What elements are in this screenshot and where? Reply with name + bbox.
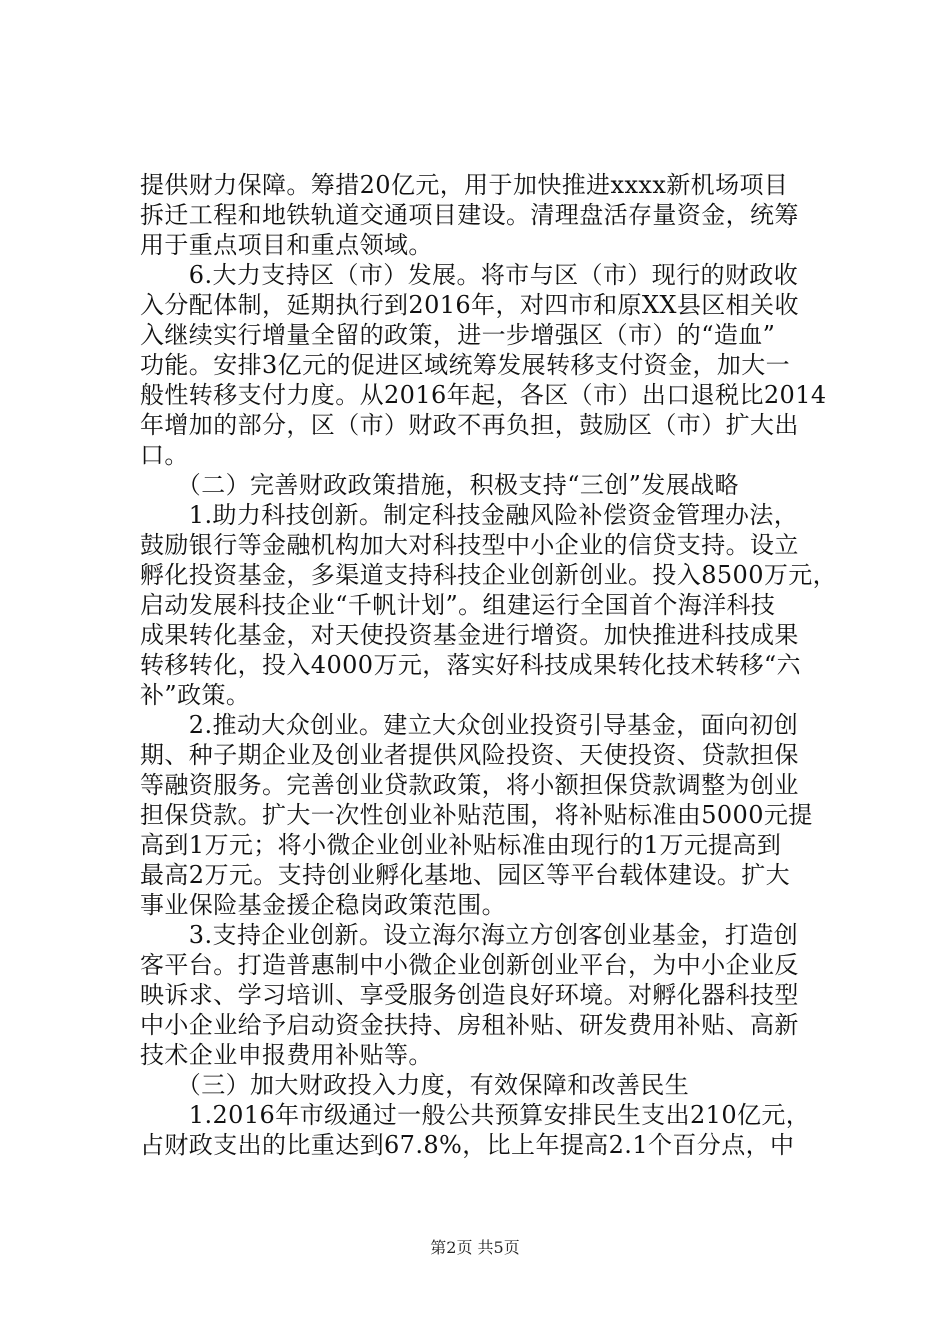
text-line: 转移转化，投入4000万元，落实好科技成果转化技术转移“六 xyxy=(140,651,801,679)
text-line: 提供财力保障。筹措20亿元，用于加快推进xxxx新机场项目 xyxy=(140,171,789,199)
text-line: 1.助力科技创新。制定科技金融风险补偿资金管理办法， xyxy=(140,501,799,529)
text-line: 技术企业申报费用补贴等。 xyxy=(140,1041,433,1069)
document-body xyxy=(140,170,840,1160)
text-line: 3.支持企业创新。设立海尔海立方创客创业基金，打造创 xyxy=(140,921,799,949)
text-line: 期、种子期企业及创业者提供风险投资、天使投资、贷款担保 xyxy=(140,741,799,769)
section-heading: （三）加大财政投入力度，有效保障和改善民生 xyxy=(140,1071,690,1099)
text-line: 映诉求、学习培训、享受服务创造良好环境。对孵化器科技型 xyxy=(140,981,799,1009)
text-line: 6.大力支持区（市）发展。将市与区（市）现行的财政收 xyxy=(140,261,799,289)
text-line: 补”政策。 xyxy=(140,681,251,709)
text-line: 般性转移支付力度。从2016年起，各区（市）出口退税比2014 xyxy=(140,381,827,409)
text-line: 2.推动大众创业。建立大众创业投资引导基金，面向初创 xyxy=(140,711,799,739)
text-line: 入继续实行增量全留的政策，进一步增强区（市）的“造血” xyxy=(140,321,776,349)
text-line: 最高2万元。支持创业孵化基地、园区等平台载体建设。扩大 xyxy=(140,861,791,889)
text-line: 拆迁工程和地铁轨道交通项目建设。清理盘活存量资金，统筹 xyxy=(140,201,799,229)
text-line: 高到1万元；将小微企业创业补贴标准由现行的1万元提高到 xyxy=(140,831,782,859)
text-line: 1.2016年市级通过一般公共预算安排民生支出210亿元， xyxy=(140,1101,811,1129)
text-line: 用于重点项目和重点领域。 xyxy=(140,231,433,259)
section-heading: （二）完善财政政策措施，积极支持“三创”发展战略 xyxy=(140,471,739,499)
text-line: 占财政支出的比重达到67.8%，比上年提高2.1个百分点，中 xyxy=(140,1131,795,1159)
text-line: 客平台。打造普惠制中小微企业创新创业平台，为中小企业反 xyxy=(140,951,799,979)
text-line: 等融资服务。完善创业贷款政策，将小额担保贷款调整为创业 xyxy=(140,771,799,799)
text-line: 事业保险基金援企稳岗政策范围。 xyxy=(140,891,506,919)
text-line: 启动发展科技企业“千帆计划”。组建运行全国首个海洋科技 xyxy=(140,591,776,619)
text-line: 入分配体制，延期执行到2016年，对四市和原XX县区相关收 xyxy=(140,291,799,319)
text-line: 孵化投资基金，多渠道支持科技企业创新创业。投入8500万元， xyxy=(140,561,838,589)
text-line: 成果转化基金，对天使投资基金进行增资。加快推进科技成果 xyxy=(140,621,799,649)
page-number-footer: 第2页 共5页 xyxy=(430,1238,520,1257)
text-line: 功能。安排3亿元的促进区域统筹发展转移支付资金，加大一 xyxy=(140,351,791,379)
text-line: 担保贷款。扩大一次性创业补贴范围，将补贴标准由5000元提 xyxy=(140,801,813,829)
text-line: 鼓励银行等金融机构加大对科技型中小企业的信贷支持。设立 xyxy=(140,531,799,559)
text-line: 口。 xyxy=(140,441,189,469)
text-line: 年增加的部分，区（市）财政不再负担，鼓励区（市）扩大出 xyxy=(140,411,799,439)
text-line: 中小企业给予启动资金扶持、房租补贴、研发费用补贴、高新 xyxy=(140,1011,799,1039)
